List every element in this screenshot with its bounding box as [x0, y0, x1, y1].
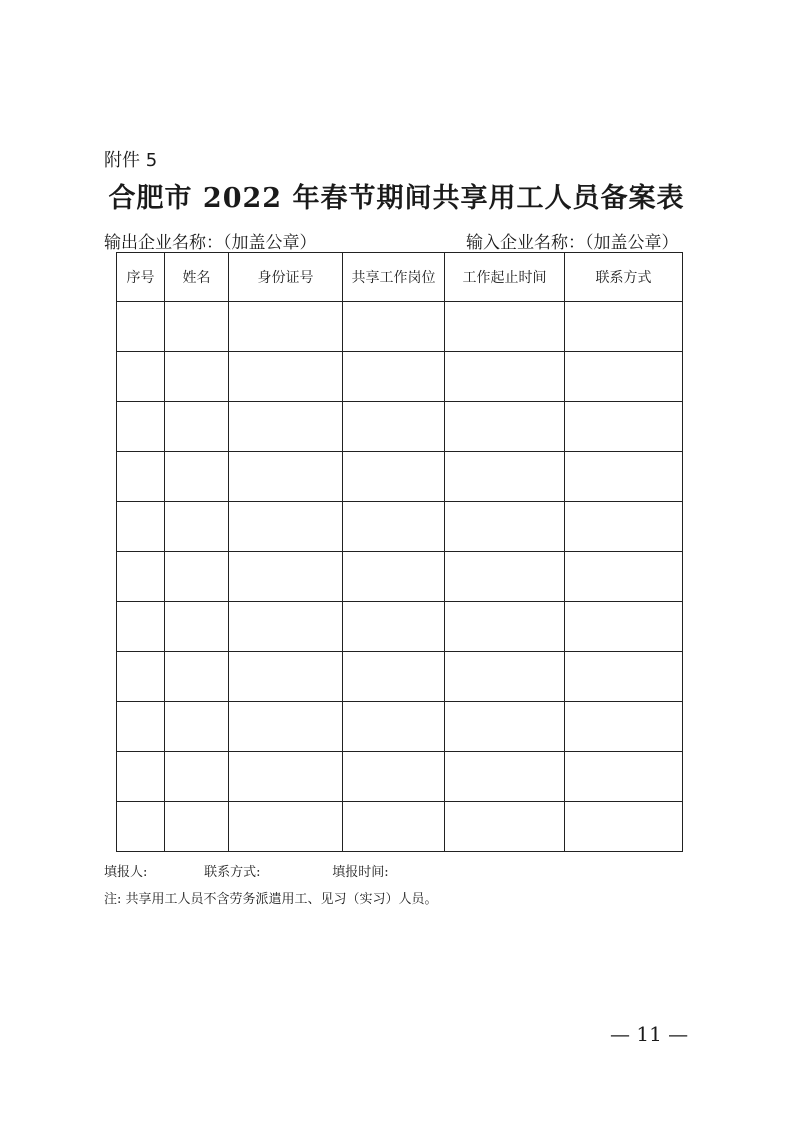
table-cell: [229, 552, 343, 602]
table-cell: [165, 552, 229, 602]
table-cell: [165, 302, 229, 352]
table-cell: [445, 452, 565, 502]
table-cell: [229, 452, 343, 502]
table-cell: [165, 502, 229, 552]
table-row: [117, 502, 683, 552]
table-cell: [165, 752, 229, 802]
table-row: [117, 702, 683, 752]
table-cell: [229, 802, 343, 852]
table-cell: [565, 652, 683, 702]
contact-label: 联系方式:: [204, 865, 261, 880]
table-body: [117, 302, 683, 852]
output-org-label: 输出企业名称：（加盖公章）: [104, 233, 317, 253]
document-title: 合肥市 2022 年春节期间共享用工人员备案表: [108, 183, 685, 214]
table-cell: [565, 802, 683, 852]
table-cell: [343, 802, 445, 852]
page-number: — 11 —: [610, 1022, 689, 1046]
header-id-number: 身份证号: [229, 253, 343, 302]
input-org-label: 输入企业名称：（加盖公章）: [466, 233, 679, 253]
table-cell: [117, 502, 165, 552]
table-cell: [343, 302, 445, 352]
attachment-label: 附件 5: [104, 150, 158, 171]
table-cell: [343, 352, 445, 402]
table-cell: [165, 802, 229, 852]
table-cell: [117, 452, 165, 502]
table-row: [117, 552, 683, 602]
table-cell: [445, 502, 565, 552]
table-cell: [165, 602, 229, 652]
table-cell: [445, 352, 565, 402]
table-cell: [117, 652, 165, 702]
header-work-period: 工作起止时间: [445, 253, 565, 302]
table-cell: [165, 402, 229, 452]
table-cell: [445, 402, 565, 452]
table-cell: [445, 602, 565, 652]
table-cell: [117, 702, 165, 752]
table-cell: [165, 452, 229, 502]
table-cell: [229, 352, 343, 402]
table-cell: [343, 602, 445, 652]
table-cell: [165, 702, 229, 752]
table-cell: [117, 352, 165, 402]
table-cell: [229, 602, 343, 652]
table-row: [117, 452, 683, 502]
table-row: [117, 752, 683, 802]
table-cell: [229, 752, 343, 802]
table-cell: [229, 302, 343, 352]
table-cell: [565, 402, 683, 452]
table-cell: [445, 702, 565, 752]
footer-fields: [104, 861, 389, 880]
record-table: [116, 252, 683, 852]
table-cell: [343, 502, 445, 552]
table-cell: [565, 502, 683, 552]
table-cell: [565, 702, 683, 752]
header-shared-position: 共享工作岗位: [343, 253, 445, 302]
table-cell: [565, 452, 683, 502]
table-cell: [165, 652, 229, 702]
table-cell: [445, 802, 565, 852]
table-cell: [565, 602, 683, 652]
table-cell: [229, 702, 343, 752]
table-row: [117, 602, 683, 652]
date-label: 填报时间:: [332, 865, 389, 880]
table-cell: [343, 402, 445, 452]
header-serial: 序号: [117, 253, 165, 302]
filler-label: 填报人:: [104, 865, 148, 880]
table-cell: [229, 502, 343, 552]
table-cell: [117, 552, 165, 602]
table-cell: [343, 752, 445, 802]
table-cell: [117, 302, 165, 352]
table-cell: [445, 552, 565, 602]
table-cell: [445, 652, 565, 702]
table-cell: [565, 302, 683, 352]
table-cell: [117, 402, 165, 452]
table-row: [117, 402, 683, 452]
table-cell: [117, 752, 165, 802]
table-cell: [445, 752, 565, 802]
table-cell: [343, 702, 445, 752]
table-row: [117, 802, 683, 852]
table-header-row: [117, 253, 683, 302]
table-cell: [229, 402, 343, 452]
table-cell: [343, 552, 445, 602]
table-cell: [565, 552, 683, 602]
table-cell: [565, 752, 683, 802]
table-row: [117, 352, 683, 402]
table-cell: [343, 452, 445, 502]
table-cell: [343, 652, 445, 702]
table-cell: [445, 302, 565, 352]
header-name: 姓名: [165, 253, 229, 302]
table-row: [117, 652, 683, 702]
table-cell: [565, 352, 683, 402]
table-row: [117, 302, 683, 352]
table-cell: [117, 802, 165, 852]
header-contact: 联系方式: [565, 253, 683, 302]
table-cell: [117, 602, 165, 652]
table-cell: [165, 352, 229, 402]
table-cell: [229, 652, 343, 702]
footnote: 注: 共享用工人员不含劳务派遣用工、见习（实习）人员。: [104, 892, 438, 907]
